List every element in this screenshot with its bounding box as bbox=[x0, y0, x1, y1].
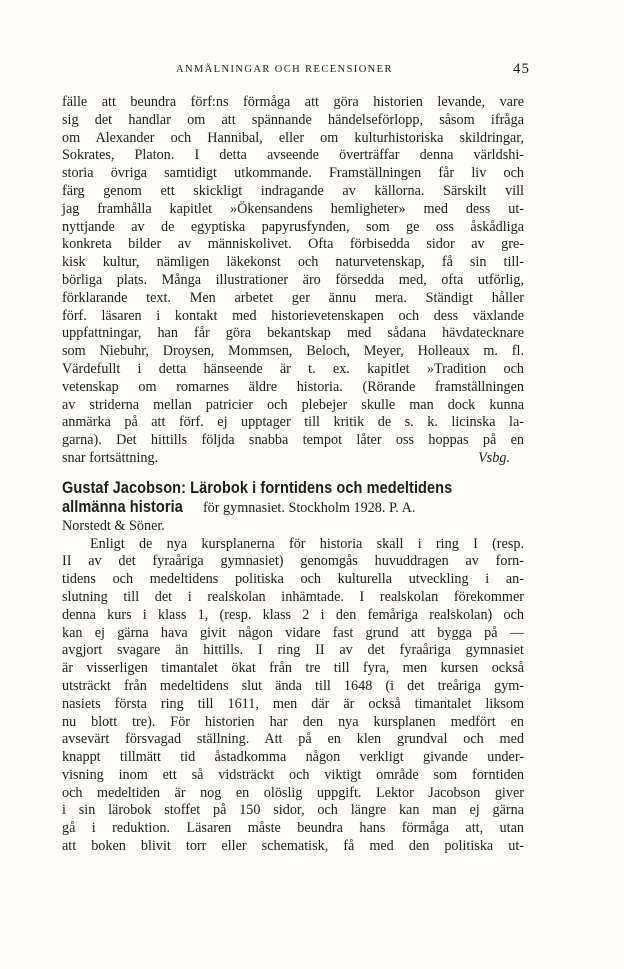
text-line: förklarande text. Men arbetet ger ännu mera. Ständigt håller bbox=[62, 289, 524, 306]
text-line: nasiets första ring till 1611, men där är också timantalet liksom bbox=[62, 695, 524, 712]
review-1-last-line: snar fortsättning. bbox=[62, 449, 159, 466]
reviewer-signature: Vsbg. bbox=[478, 449, 510, 466]
text-line: slutning till det i realskolan inhämtade. I realskolan förekommer bbox=[62, 588, 524, 605]
text-line: som Niebuhr, Droysen, Mommsen, Beloch, Meyer, Holleaux m. fl. bbox=[62, 343, 524, 360]
text-line: II av det fyraåriga gymnasiet) genomgås huvuddragen av forn- bbox=[62, 553, 524, 570]
text-line: konkreta bilder av människolivet. Ofta förbisedda sidor av gre- bbox=[62, 236, 524, 253]
text-line: avsevärt försvagad ställning. Att på en klen grundval och med bbox=[62, 731, 524, 748]
book-title-bold-2: allmänna historia bbox=[62, 497, 183, 516]
text-line: är visserligen timantalet ökat från tre till fyra, men kursen också bbox=[62, 660, 524, 677]
text-line: att boken blivit torr eller schematisk, få med den politiska ut- bbox=[62, 838, 524, 855]
review-2 bbox=[62, 536, 524, 856]
text-line: förf. läsaren i kontakt med historievetenskapen och dess växlande bbox=[62, 307, 524, 324]
book-title-line-2 bbox=[62, 499, 524, 518]
text-line: Värdefullt i detta hänseende är t. ex. kapitlet »Tradition och bbox=[62, 360, 524, 377]
text-line: garna). Det hittills följda snabba tempot låter oss hoppas på en bbox=[62, 432, 524, 449]
text-line: i sin lärobok stoffet på 150 sidor, och längre kan man ej gärna bbox=[62, 802, 524, 819]
text-line: tidens och medeltidens politiska och kulturella utveckling i an- bbox=[62, 571, 524, 588]
text-line: om Alexander och Hannibal, eller om kulturhistoriska skildringar, bbox=[62, 129, 524, 146]
text-line: färg genom ett skickligt indragande av källorna. Särskilt vill bbox=[62, 182, 524, 199]
text-line: utsträckt från medeltidens slut ända till 1648 (i det treåriga gym- bbox=[62, 677, 524, 694]
text-line: uppfattningar, han får göra bekantskap med sådana hävdatecknare bbox=[62, 325, 524, 342]
text-line: storia övriga samtidigt utkommande. Framställningen får liv och bbox=[62, 165, 524, 182]
text-line: gå i reduktion. Läsaren måste beundra hans förmåga att, utan bbox=[62, 820, 524, 837]
page-number: 45 bbox=[513, 61, 530, 77]
text-line: av striderna mellan patricier och plebejer skulle man dock kunna bbox=[62, 396, 524, 413]
text-line: och medeltiden är nog en olöslig uppgift. Lektor Jacobson giver bbox=[62, 784, 524, 801]
text-line: nyttjande av de egyptiska papyrusfynden, som ge oss åskådliga bbox=[62, 218, 524, 235]
review-1-closing-line bbox=[62, 450, 524, 468]
text-line: denna kurs i klass 1, (resp. klass 2 i den femåriga realskolan) och bbox=[62, 606, 524, 623]
book-title-line-1 bbox=[62, 480, 524, 499]
text-line: knappt tillmätt tid åstadkomma någon verkligt givande under- bbox=[62, 749, 524, 766]
text-line: visning inom ett så vidsträckt och viktigt område som forntiden bbox=[62, 766, 524, 783]
text-line: Enligt de nya kursplanerna för historia skall i ring I (resp. bbox=[90, 535, 524, 552]
text-line: kan ej gärna hava givit någon vidare fast grund att bygga på — bbox=[62, 624, 524, 641]
running-head bbox=[90, 61, 530, 84]
text-line: Sokrates, Platon. I detta avseende överträffar denna världshi- bbox=[62, 147, 524, 164]
body-text bbox=[62, 94, 524, 856]
text-line: sig det handlar om att spännande händelseförlopp, såsom ifråga bbox=[62, 111, 524, 128]
text-line: avgjort svagare än hittills. I ring II av det fyraåriga gymnasiet bbox=[62, 642, 524, 659]
book-title-bold-1: Gustaf Jacobson: Lärobok i forntidens och medeltidens bbox=[62, 478, 453, 497]
text-line: jag framhålla kapitlet »Ökensandens hemligheter» med dess ut- bbox=[62, 200, 524, 217]
text-line: nu blott tre). För historien har den nya kursplanen medfört en bbox=[62, 713, 524, 730]
running-head-title: ANMÄLNINGAR OCH RECENSIONER bbox=[176, 64, 393, 75]
text-line: fälle att beundra förf:ns förmåga att göra historien levande, vare bbox=[62, 94, 524, 110]
book-publisher: Norstedt & Söner. bbox=[62, 517, 165, 534]
review-2-heading bbox=[62, 480, 524, 536]
book-publication-info: för gymnasiet. Stockholm 1928. P. A. bbox=[199, 499, 416, 516]
text-line: vetenskap om romarnes äldre historia. (Rörande framställningen bbox=[62, 378, 524, 395]
review-1 bbox=[62, 94, 524, 450]
text-line: kisk kultur, nämligen läkekonst och naturvetenskap, få sin till- bbox=[62, 254, 524, 271]
text-line: börliga plats. Många illustrationer äro försedda med, ofta utförlig, bbox=[62, 271, 524, 288]
text-line: anmärka på att förf. ej upptager till kritik de s. k. licinska la- bbox=[62, 414, 524, 431]
